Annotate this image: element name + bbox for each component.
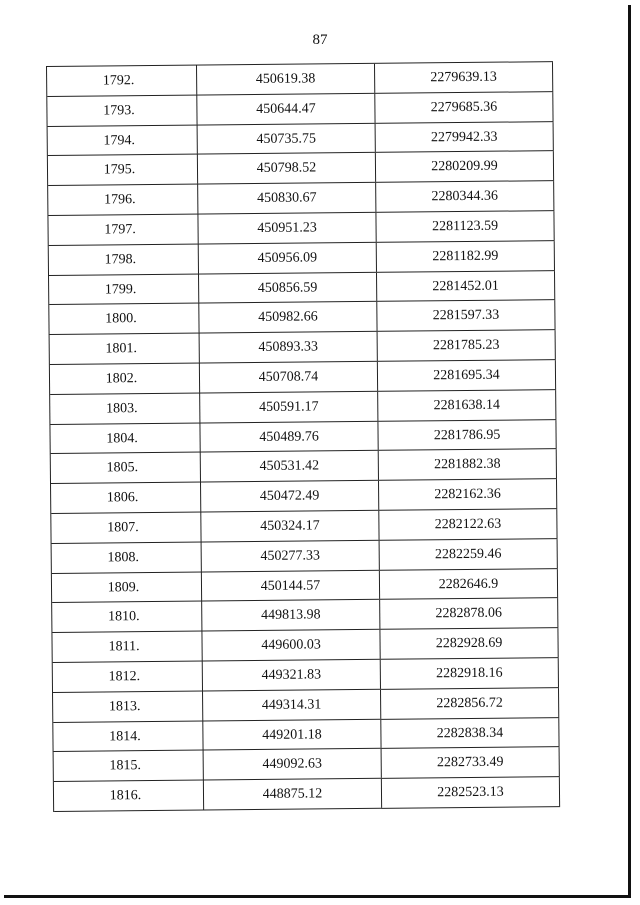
x-coordinate-cell: 450472.49 — [201, 481, 379, 512]
x-coordinate-cell: 449600.03 — [202, 630, 380, 661]
point-number-cell: 1800. — [49, 304, 199, 334]
x-coordinate-cell: 449314.31 — [203, 690, 381, 721]
table-row — [50, 420, 556, 455]
table-row — [52, 628, 558, 663]
x-coordinate-cell: 449321.83 — [203, 660, 381, 691]
y-coordinate-cell: 2280344.36 — [376, 181, 554, 212]
y-coordinate-cell: 2281638.14 — [378, 390, 556, 421]
point-number-cell: 1794. — [48, 125, 198, 155]
x-coordinate-cell: 449092.63 — [204, 749, 382, 780]
table-row — [49, 241, 555, 276]
y-coordinate-cell: 2281452.01 — [377, 271, 555, 302]
table-row — [52, 539, 558, 574]
y-coordinate-cell: 2281786.95 — [378, 420, 556, 451]
y-coordinate-cell: 2281182.99 — [377, 241, 555, 272]
point-number-cell: 1797. — [48, 215, 198, 245]
page-number: 87 — [312, 32, 328, 48]
x-coordinate-cell: 449201.18 — [203, 719, 381, 750]
table-row — [54, 777, 560, 812]
x-coordinate-cell: 450591.17 — [200, 392, 378, 423]
x-coordinate-cell: 450531.42 — [201, 451, 379, 482]
x-coordinate-cell: 450644.47 — [197, 94, 375, 125]
table-row — [50, 360, 556, 395]
table-row — [49, 271, 555, 306]
y-coordinate-cell: 2282838.34 — [381, 718, 559, 749]
point-number-cell: 1792. — [47, 66, 197, 96]
x-coordinate-cell: 450144.57 — [202, 570, 380, 601]
point-number-cell: 1805. — [51, 453, 201, 483]
y-coordinate-cell: 2281123.59 — [376, 211, 554, 242]
point-number-cell: 1796. — [48, 185, 198, 215]
y-coordinate-cell: 2282878.06 — [380, 598, 558, 629]
x-coordinate-cell: 449813.98 — [202, 600, 380, 631]
y-coordinate-cell: 2279685.36 — [375, 92, 553, 123]
x-coordinate-cell: 450893.33 — [200, 332, 378, 363]
table-row — [50, 390, 556, 425]
point-number-cell: 1812. — [53, 661, 203, 691]
table-row — [51, 449, 557, 484]
table-row — [48, 181, 554, 216]
table-row — [53, 658, 559, 693]
y-coordinate-cell: 2282928.69 — [380, 628, 558, 659]
point-number-cell: 1803. — [50, 393, 200, 423]
y-coordinate-cell: 2282918.16 — [381, 658, 559, 689]
table-row — [51, 479, 557, 514]
point-number-cell: 1804. — [50, 423, 200, 453]
x-coordinate-cell: 450324.17 — [201, 511, 379, 542]
point-number-cell: 1810. — [52, 602, 202, 632]
table-row — [51, 509, 557, 544]
point-number-cell: 1798. — [49, 244, 199, 274]
y-coordinate-cell: 2281785.23 — [378, 330, 556, 361]
point-number-cell: 1816. — [54, 781, 204, 811]
table-row — [53, 718, 559, 753]
point-number-cell: 1808. — [52, 542, 202, 572]
x-coordinate-cell: 450982.66 — [199, 302, 377, 333]
point-number-cell: 1793. — [47, 95, 197, 125]
point-number-cell: 1811. — [52, 632, 202, 662]
point-number-cell: 1806. — [51, 483, 201, 513]
y-coordinate-cell: 2281695.34 — [378, 360, 556, 391]
x-coordinate-cell: 450798.52 — [198, 153, 376, 184]
y-coordinate-cell: 2279942.33 — [376, 122, 554, 153]
x-coordinate-cell: 450708.74 — [200, 362, 378, 393]
table-row — [48, 211, 554, 246]
table-row — [48, 152, 554, 187]
y-coordinate-cell: 2282646.9 — [380, 569, 558, 600]
x-coordinate-cell: 450956.09 — [199, 243, 377, 274]
y-coordinate-cell: 2280209.99 — [376, 152, 554, 183]
table-row — [49, 300, 555, 335]
table-row — [53, 688, 559, 723]
y-coordinate-cell: 2282856.72 — [381, 688, 559, 719]
x-coordinate-cell: 450830.67 — [198, 183, 376, 214]
point-number-cell: 1795. — [48, 155, 198, 185]
point-number-cell: 1807. — [51, 512, 201, 542]
x-coordinate-cell: 450735.75 — [198, 123, 376, 154]
x-coordinate-cell: 450619.38 — [197, 64, 375, 95]
y-coordinate-cell: 2282162.36 — [379, 479, 557, 510]
x-coordinate-cell: 448875.12 — [204, 779, 382, 810]
y-coordinate-cell: 2279639.13 — [375, 62, 553, 93]
x-coordinate-cell: 450489.76 — [200, 421, 378, 452]
table-row — [47, 62, 553, 97]
x-coordinate-cell: 450951.23 — [198, 213, 376, 244]
table-row — [54, 747, 560, 782]
point-number-cell: 1815. — [54, 751, 204, 781]
point-number-cell: 1799. — [49, 274, 199, 304]
point-number-cell: 1813. — [53, 691, 203, 721]
coordinates-table — [46, 61, 560, 812]
y-coordinate-cell: 2281597.33 — [377, 300, 555, 331]
point-number-cell: 1814. — [53, 721, 203, 751]
point-number-cell: 1809. — [52, 572, 202, 602]
table-row — [52, 598, 558, 633]
y-coordinate-cell: 2282259.46 — [380, 539, 558, 570]
y-coordinate-cell: 2282523.13 — [382, 777, 560, 808]
y-coordinate-cell: 2281882.38 — [379, 449, 557, 480]
table-row — [50, 330, 556, 365]
table-row — [47, 92, 553, 127]
table-row — [48, 122, 554, 157]
y-coordinate-cell: 2282122.63 — [379, 509, 557, 540]
point-number-cell: 1801. — [50, 334, 200, 364]
table-row — [52, 569, 558, 604]
x-coordinate-cell: 450856.59 — [199, 272, 377, 303]
x-coordinate-cell: 450277.33 — [202, 541, 380, 572]
y-coordinate-cell: 2282733.49 — [382, 747, 560, 778]
point-number-cell: 1802. — [50, 364, 200, 394]
